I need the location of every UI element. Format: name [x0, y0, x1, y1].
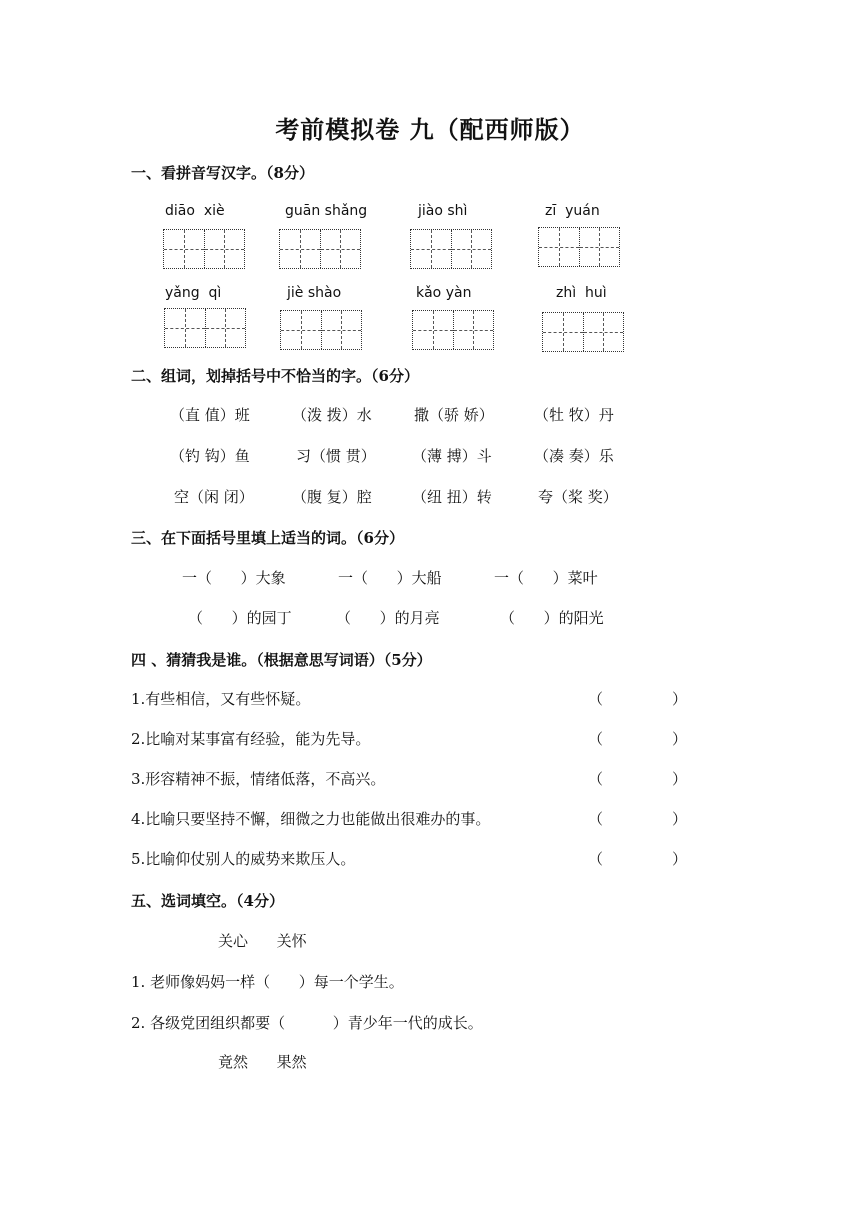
- word-choice[interactable]: （直 值）班: [170, 406, 250, 424]
- section-2-heading: 二、组词，划掉括号中不恰当的字。（6分）: [131, 367, 419, 385]
- answer-close-paren: ）: [672, 810, 688, 828]
- section-3-heading: 三、在下面括号里填上适当的词。（6分）: [131, 529, 404, 547]
- fill-blank-item[interactable]: （ ）的阳光: [500, 609, 604, 627]
- pinyin-5: yǎng qì: [165, 285, 222, 301]
- word-choice[interactable]: （纽 扭）转: [412, 488, 492, 506]
- pinyin-8: zhì huì: [556, 285, 607, 301]
- word-options-2: 竟然 果然: [218, 1053, 307, 1071]
- word-choice[interactable]: 夸（桨 奖）: [538, 488, 618, 506]
- pinyin-7: kǎo yàn: [416, 285, 472, 301]
- pinyin-3: jiào shì: [418, 203, 468, 219]
- writing-grid-8[interactable]: [542, 312, 624, 352]
- word-choice[interactable]: 撒（骄 娇）: [414, 406, 494, 424]
- word-choice[interactable]: 习（惯 贯）: [296, 447, 376, 465]
- riddle-item: 1.有些相信，又有些怀疑。: [131, 690, 311, 708]
- answer-open-paren[interactable]: （: [588, 690, 604, 708]
- answer-close-paren: ）: [672, 690, 688, 708]
- pinyin-6: jiè shào: [287, 285, 342, 301]
- fill-blank-item[interactable]: 一（ ）大船: [338, 569, 442, 587]
- page-title: 考前模拟卷 九（配西师版）: [275, 115, 585, 144]
- word-choice[interactable]: （凑 奏）乐: [534, 447, 614, 465]
- section-4-heading: 四 、猜猜我是谁。（根据意思写词语）（5分）: [131, 651, 432, 669]
- answer-open-paren[interactable]: （: [588, 850, 604, 868]
- answer-close-paren: ）: [672, 850, 688, 868]
- answer-close-paren: ）: [672, 730, 688, 748]
- word-choice[interactable]: （腹 复）腔: [292, 488, 372, 506]
- writing-grid-7[interactable]: [412, 310, 494, 350]
- writing-grid-5[interactable]: [164, 308, 246, 348]
- word-choice[interactable]: （薄 搏）斗: [412, 447, 492, 465]
- answer-open-paren[interactable]: （: [588, 770, 604, 788]
- fill-question-1[interactable]: 1. 老师像妈妈一样（ ）每一个学生。: [131, 973, 404, 991]
- word-choice[interactable]: 空（闲 闭）: [174, 488, 254, 506]
- fill-blank-item[interactable]: （ ）的园丁: [188, 609, 292, 627]
- writing-grid-3[interactable]: [410, 229, 492, 269]
- pinyin-4: zī yuán: [545, 203, 600, 219]
- fill-question-2[interactable]: 2. 各级党团组织都要（ ）青少年一代的成长。: [131, 1014, 483, 1032]
- writing-grid-1[interactable]: [163, 229, 245, 269]
- section-1-heading: 一、看拼音写汉字。（8分）: [131, 164, 314, 182]
- answer-close-paren: ）: [672, 770, 688, 788]
- riddle-item: 2.比喻对某事富有经验，能为先导。: [131, 730, 371, 748]
- answer-open-paren[interactable]: （: [588, 810, 604, 828]
- riddle-item: 4.比喻只要坚持不懈，细微之力也能做出很难办的事。: [131, 810, 491, 828]
- fill-blank-item[interactable]: （ ）的月亮: [336, 609, 440, 627]
- word-choice[interactable]: （牡 牧）丹: [534, 406, 614, 424]
- riddle-item: 3.形容精神不振，情绪低落，不高兴。: [131, 770, 386, 788]
- writing-grid-6[interactable]: [280, 310, 362, 350]
- pinyin-2: guān shǎng: [285, 203, 368, 219]
- word-choice[interactable]: （泼 拨）水: [292, 406, 372, 424]
- riddle-item: 5.比喻仰仗别人的威势来欺压人。: [131, 850, 356, 868]
- writing-grid-4[interactable]: [538, 227, 620, 267]
- word-choice[interactable]: （钓 钩）鱼: [170, 447, 250, 465]
- word-options-1: 关心 关怀: [218, 932, 307, 950]
- section-5-heading: 五、选词填空。（4分）: [131, 892, 284, 910]
- answer-open-paren[interactable]: （: [588, 730, 604, 748]
- pinyin-1: diāo xiè: [165, 203, 225, 219]
- fill-blank-item[interactable]: 一（ ）大象: [182, 569, 286, 587]
- writing-grid-2[interactable]: [279, 229, 361, 269]
- fill-blank-item[interactable]: 一（ ）菜叶: [494, 569, 598, 587]
